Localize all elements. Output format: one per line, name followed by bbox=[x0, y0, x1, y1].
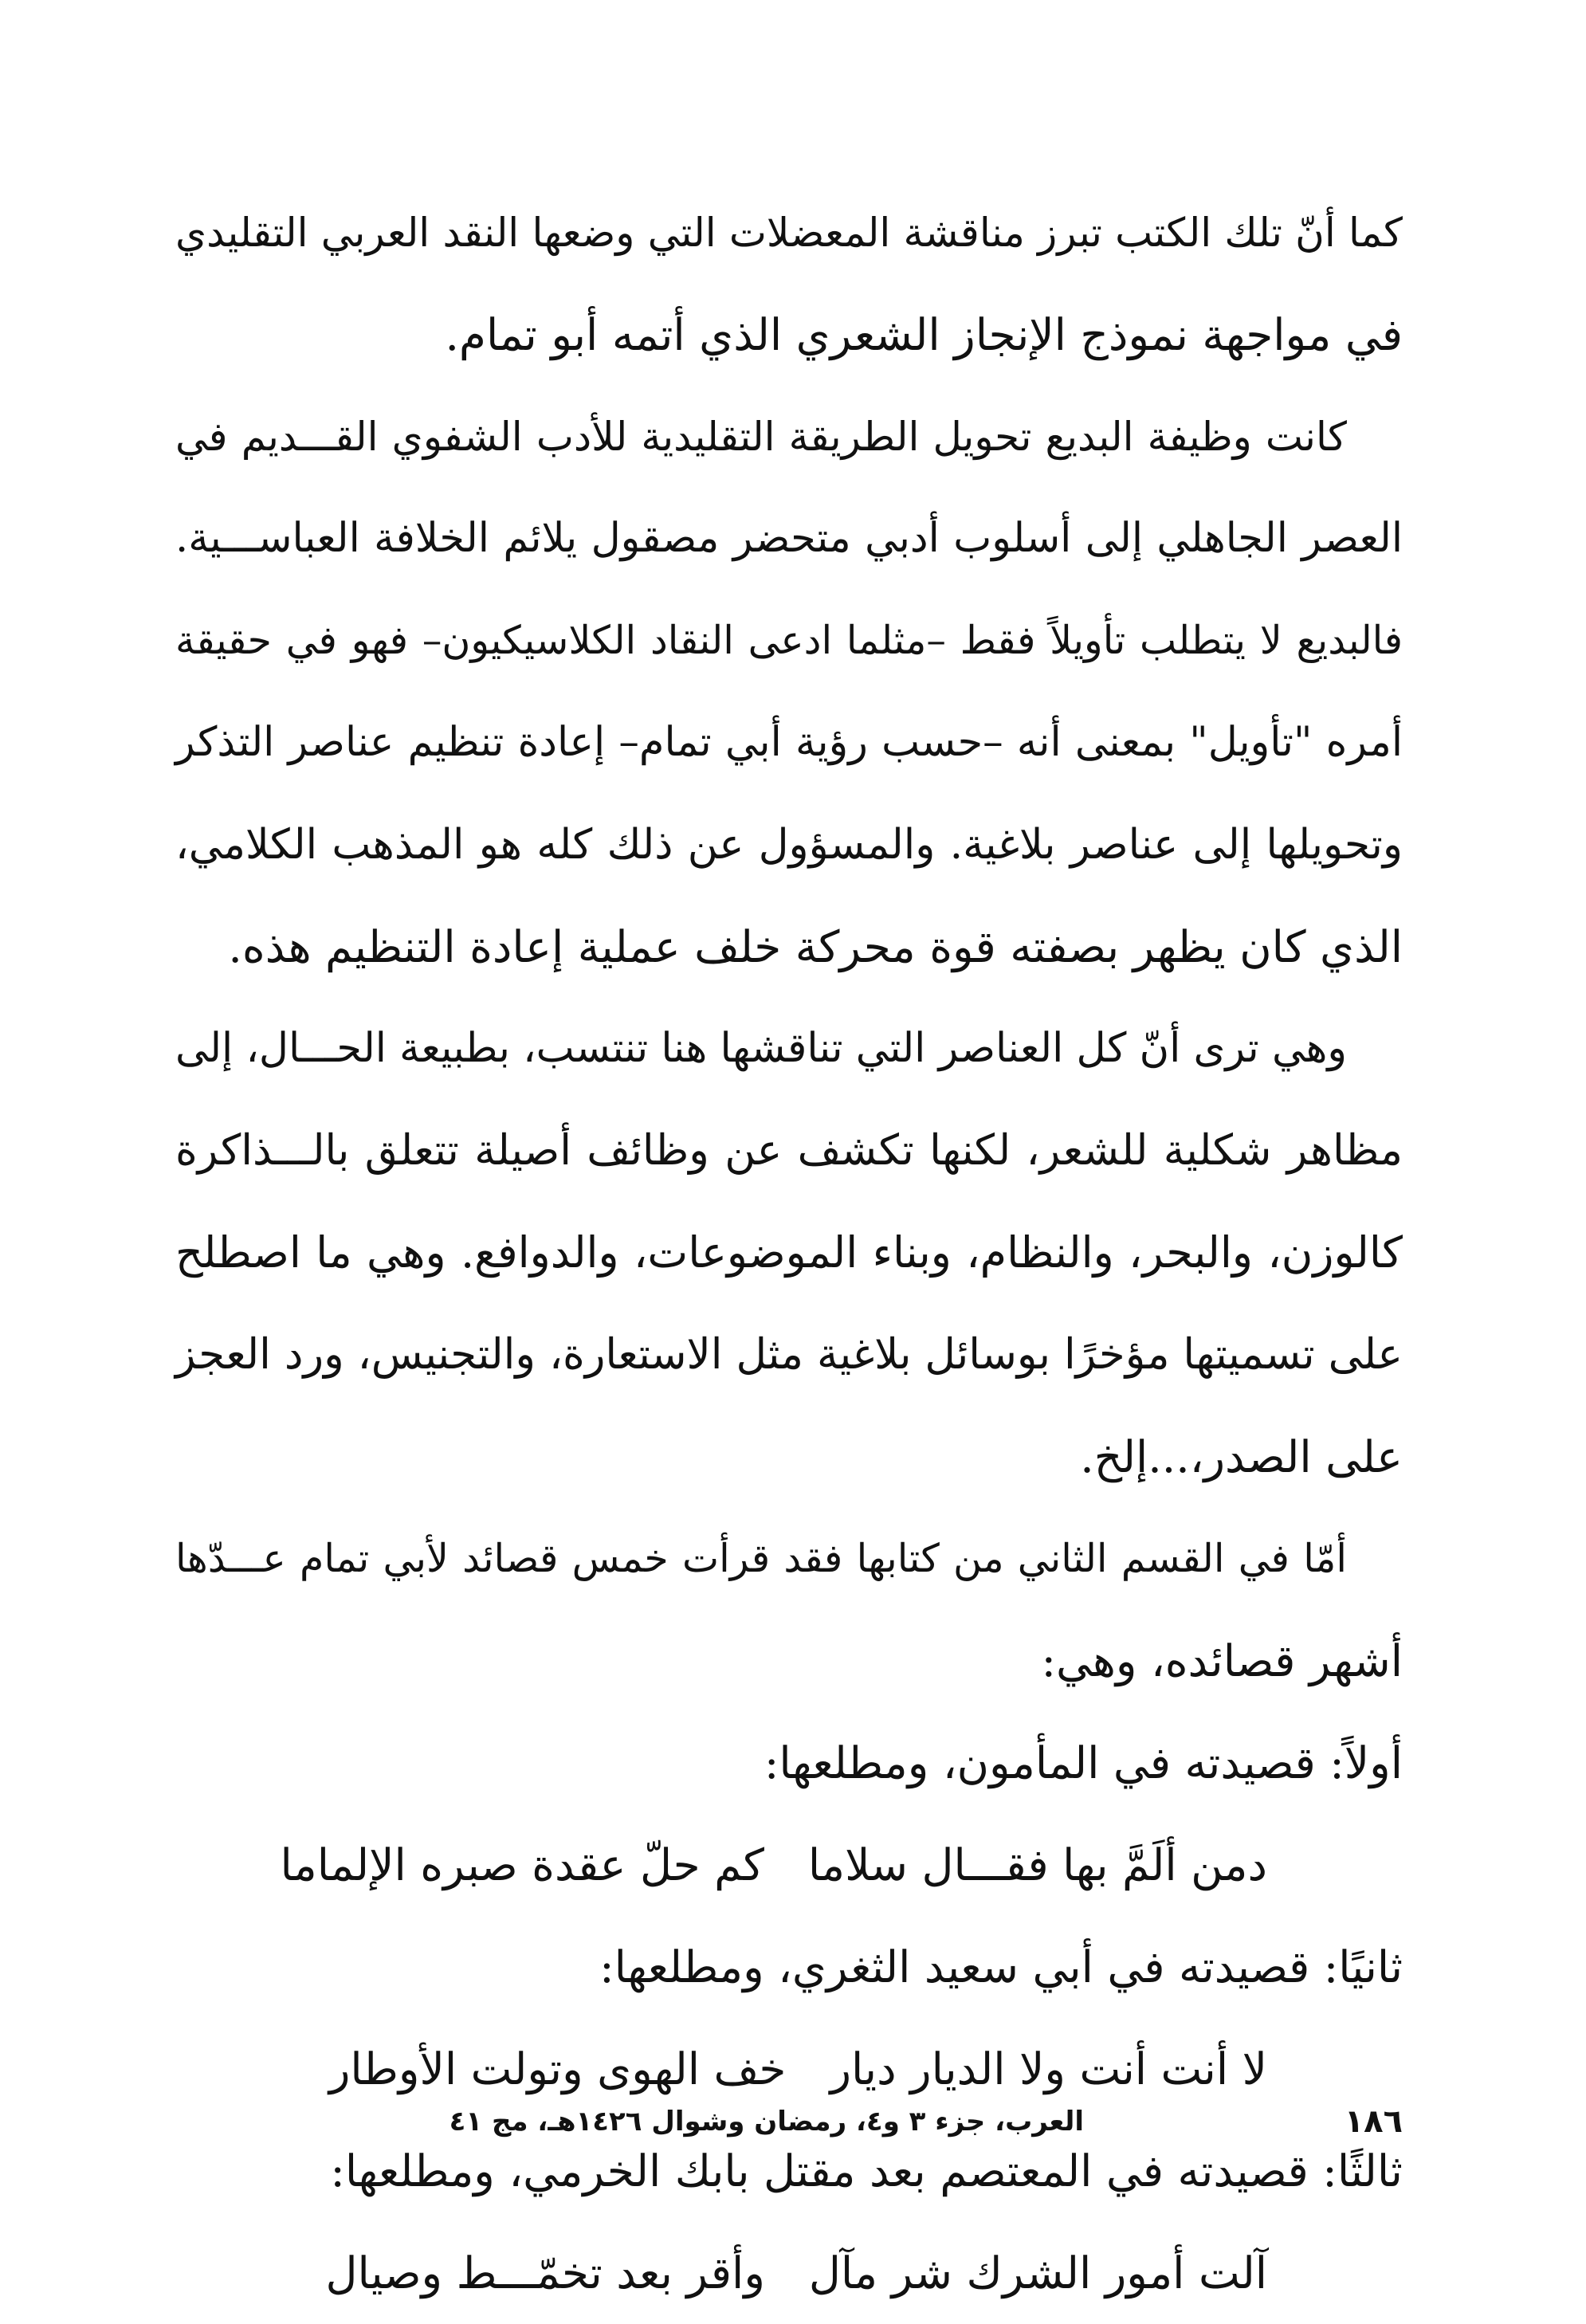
poem-2 bbox=[175, 1916, 1403, 2120]
paragraph-2 bbox=[175, 386, 1403, 998]
poem-heading: أولاً: قصيدته في المأمون، ومطلعها: bbox=[764, 1737, 1403, 1788]
text-line: أمره "تأويل" بمعنى أنه –حسب رؤية أبي تمام– إعادة تنظيم عناصر التذكر bbox=[175, 719, 1403, 766]
text-line: على تسميتها مؤخرًا بوسائل بلاغية مثل الاستعارة، والتجنيس، ورد العجز bbox=[175, 1330, 1403, 1379]
poem-1 bbox=[175, 1712, 1403, 1916]
verse-first-hemistich: دمن ألَمَّ بها فقـــال سلاما bbox=[807, 1839, 1267, 1890]
text-line: وتحويلها إلى عناصر بلاغية. والمسؤول عن ذلك كله هو المذهب الكلامي، bbox=[175, 821, 1403, 869]
page-footer bbox=[175, 2098, 1403, 2145]
page-number: ١٨٦ bbox=[1344, 2103, 1403, 2140]
poem-3 bbox=[175, 2120, 1403, 2324]
poem-verse bbox=[175, 2222, 1403, 2324]
paragraph-4 bbox=[175, 1508, 1403, 1712]
text-line: كالوزن، والبحر، والنظام، وبناء الموضوعات، والدوافع. وهي ما اصطلح bbox=[175, 1227, 1403, 1278]
verse-second-hemistich: وأقر بعد تخمّـــط وصيال bbox=[325, 2247, 765, 2298]
text-line: الذي كان يظهر بصفته قوة محركة خلف عملية إعادة التنظيم هذه. bbox=[228, 921, 1403, 972]
verse-first-hemistich: لا أنت أنت ولا الديار ديار bbox=[830, 2043, 1267, 2094]
text-line: فالبديع لا يتطلب تأويلاً فقط –مثلما ادعى النقاد الكلاسيكيون– فهو في حقيقة bbox=[175, 618, 1403, 663]
verse-second-hemistich: كم حلّ عقدة صبره الإلماما bbox=[280, 1839, 764, 1890]
poem-verse bbox=[175, 1814, 1403, 1916]
poem-heading: ثالثًا: قصيدته في المعتصم بعد مقتل بابك الخرمي، ومطلعها: bbox=[330, 2145, 1403, 2196]
text-line: أمّا في القسم الثاني من كتابها فقد قرأت خمس قصائد لأبي تمام عـــدّها bbox=[175, 1536, 1347, 1581]
text-line: العصر الجاهلي إلى أسلوب أدبي متحضر مصقول يلائم الخلافة العباســـية. bbox=[175, 515, 1403, 562]
poem-heading: ثانيًا: قصيدته في أبي سعيد الثغري، ومطلعها: bbox=[599, 1941, 1403, 1992]
journal-info: العرب، جزء ٣ و٤، رمضان وشوال ١٤٢٦هـ، مج ٤١ bbox=[449, 2106, 1084, 2138]
paragraph-3 bbox=[175, 998, 1403, 1508]
verse-first-hemistich: آلت أمور الشرك شر مآل bbox=[808, 2247, 1267, 2298]
text-line: مظاهر شكلية للشعر، لكنها تكشف عن وظائف أصيلة تتعلق بالـــذاكرة bbox=[175, 1126, 1403, 1175]
text-line: على الصدر،...إلخ. bbox=[1080, 1431, 1403, 1482]
text-line: في مواجهة نموذج الإنجاز الشعري الذي أتمه أبو تمام. bbox=[445, 309, 1403, 360]
verse-second-hemistich: خف الهوى وتولت الأوطار bbox=[328, 2043, 787, 2094]
body-text bbox=[175, 182, 1403, 2324]
text-line: أشهر قصائده، وهي: bbox=[1041, 1635, 1403, 1686]
text-line: كانت وظيفة البديع تحويل الطريقة التقليدية للأدب الشفوي القـــديم في bbox=[175, 414, 1347, 460]
text-line: وهي ترى أنّ كل العناصر التي تناقشها هنا تنتسب، بطبيعة الحـــال، إلى bbox=[175, 1025, 1347, 1072]
paragraph-1 bbox=[175, 182, 1403, 386]
text-line: كما أنّ تلك الكتب تبرز مناقشة المعضلات التي وضعها النقد العربي التقليدي bbox=[175, 210, 1403, 256]
